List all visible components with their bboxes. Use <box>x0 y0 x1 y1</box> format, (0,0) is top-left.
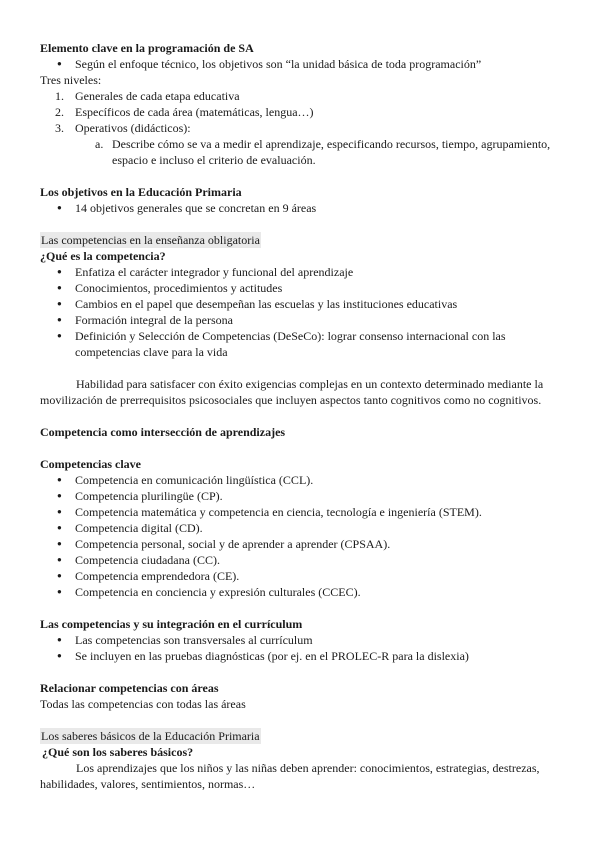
list-item <box>40 88 560 104</box>
list-item-text: Generales de cada etapa educativa <box>75 89 240 103</box>
question-competence: ¿Qué es la competencia? <box>40 249 166 263</box>
list-item: ● Cambios en el papel que desempeñan las escuelas y las instituciones educativas <box>40 296 560 312</box>
bullet-list <box>40 472 560 600</box>
lettered-list <box>40 136 560 168</box>
list-item: ● Se incluyen en las pruebas diagnósticas (por ej. en el PROLEC-R para la dislexia) <box>40 648 560 664</box>
list-item-text: Operativos (didácticos): <box>75 121 191 135</box>
section-title-key-competencies: Competencias clave <box>40 457 141 471</box>
heading-competencies <box>40 232 560 248</box>
list-item: ● Competencia en comunicación lingüística (CCL). <box>40 472 560 488</box>
list-item-text: Específicos de cada área (matemáticas, lengua…) <box>75 105 314 119</box>
list-item: ● Enfatiza el carácter integrador y funcional del aprendizaje <box>40 264 560 280</box>
bullet-list <box>40 56 560 72</box>
question-basic-knowledge: ¿Qué son los saberes básicos? <box>42 745 194 759</box>
numbered-list <box>40 88 560 136</box>
document-page <box>40 40 560 792</box>
list-item: ● Según el enfoque técnico, los objetivos son “la unidad básica de toda programación” <box>40 56 560 72</box>
list-item: ● Competencia en conciencia y expresión culturales (CCEC). <box>40 584 560 600</box>
section-title-curriculum: Las competencias y su integración en el currículum <box>40 617 303 631</box>
list-item: ● Competencia personal, social y de aprender a aprender (CPSAA). <box>40 536 560 552</box>
heading-text: Los saberes básicos de la Educación Primaria <box>41 729 260 743</box>
bullet-list <box>40 200 560 216</box>
levels-intro: Tres niveles: <box>40 73 102 87</box>
list-item <box>40 136 560 168</box>
list-item: ● Competencia ciudadana (CC). <box>40 552 560 568</box>
heading-basic-knowledge <box>40 728 560 744</box>
bullet-list <box>40 264 560 360</box>
list-number: 1. <box>55 89 64 103</box>
list-item <box>40 104 560 120</box>
list-item: ● Conocimientos, procedimientos y actitudes <box>40 280 560 296</box>
list-item: ● Competencia emprendedora (CE). <box>40 568 560 584</box>
section-title-areas: Relacionar competencias con áreas <box>40 681 219 695</box>
list-item: ● Competencia digital (CD). <box>40 520 560 536</box>
areas-text: Todas las competencias con todas las áreas <box>40 697 246 711</box>
list-item: ● Competencia matemática y competencia en ciencia, tecnología e ingeniería (STEM). <box>40 504 560 520</box>
basic-knowledge-paragraph: Los aprendizajes que los niños y las niñas deben aprender: conocimientos, estrategias, destrezas, habilidades, valores, sentimientos, normas… <box>40 761 540 791</box>
list-item: ● 14 objetivos generales que se concretan en 9 áreas <box>40 200 560 216</box>
list-item: ● Formación integral de la persona <box>40 312 560 328</box>
list-item: ● Definición y Selección de Competencias (DeSeCo): lograr consenso internacional con las competencias clave para la vida <box>40 328 560 360</box>
list-number: 2. <box>55 105 64 119</box>
section-title-objectives: Los objetivos en la Educación Primaria <box>40 185 242 199</box>
heading-text: Las competencias en la enseñanza obligatoria <box>41 233 260 247</box>
list-item: ● Las competencias son transversales al currículum <box>40 632 560 648</box>
section-title-programming: Elemento clave en la programación de SA <box>40 41 254 55</box>
bullet-list <box>40 632 560 664</box>
list-number: 3. <box>55 121 64 135</box>
list-item-text: Describe cómo se va a medir el aprendizaje, especificando recursos, tiempo, agrupamiento, espacio e incluso el criterio de evaluación. <box>112 137 551 167</box>
list-item: ● Competencia plurilingüe (CP). <box>40 488 560 504</box>
list-letter: a. <box>95 137 104 151</box>
list-item <box>40 120 560 136</box>
section-title-intersection: Competencia como intersección de aprendizajes <box>40 425 286 439</box>
definition-paragraph: Habilidad para satisfacer con éxito exigencias complejas en un contexto determinado mediante la movilización de prerrequisitos psicosociales que incluyen aspectos tanto cognitivos como no cognitivos. <box>40 377 544 407</box>
